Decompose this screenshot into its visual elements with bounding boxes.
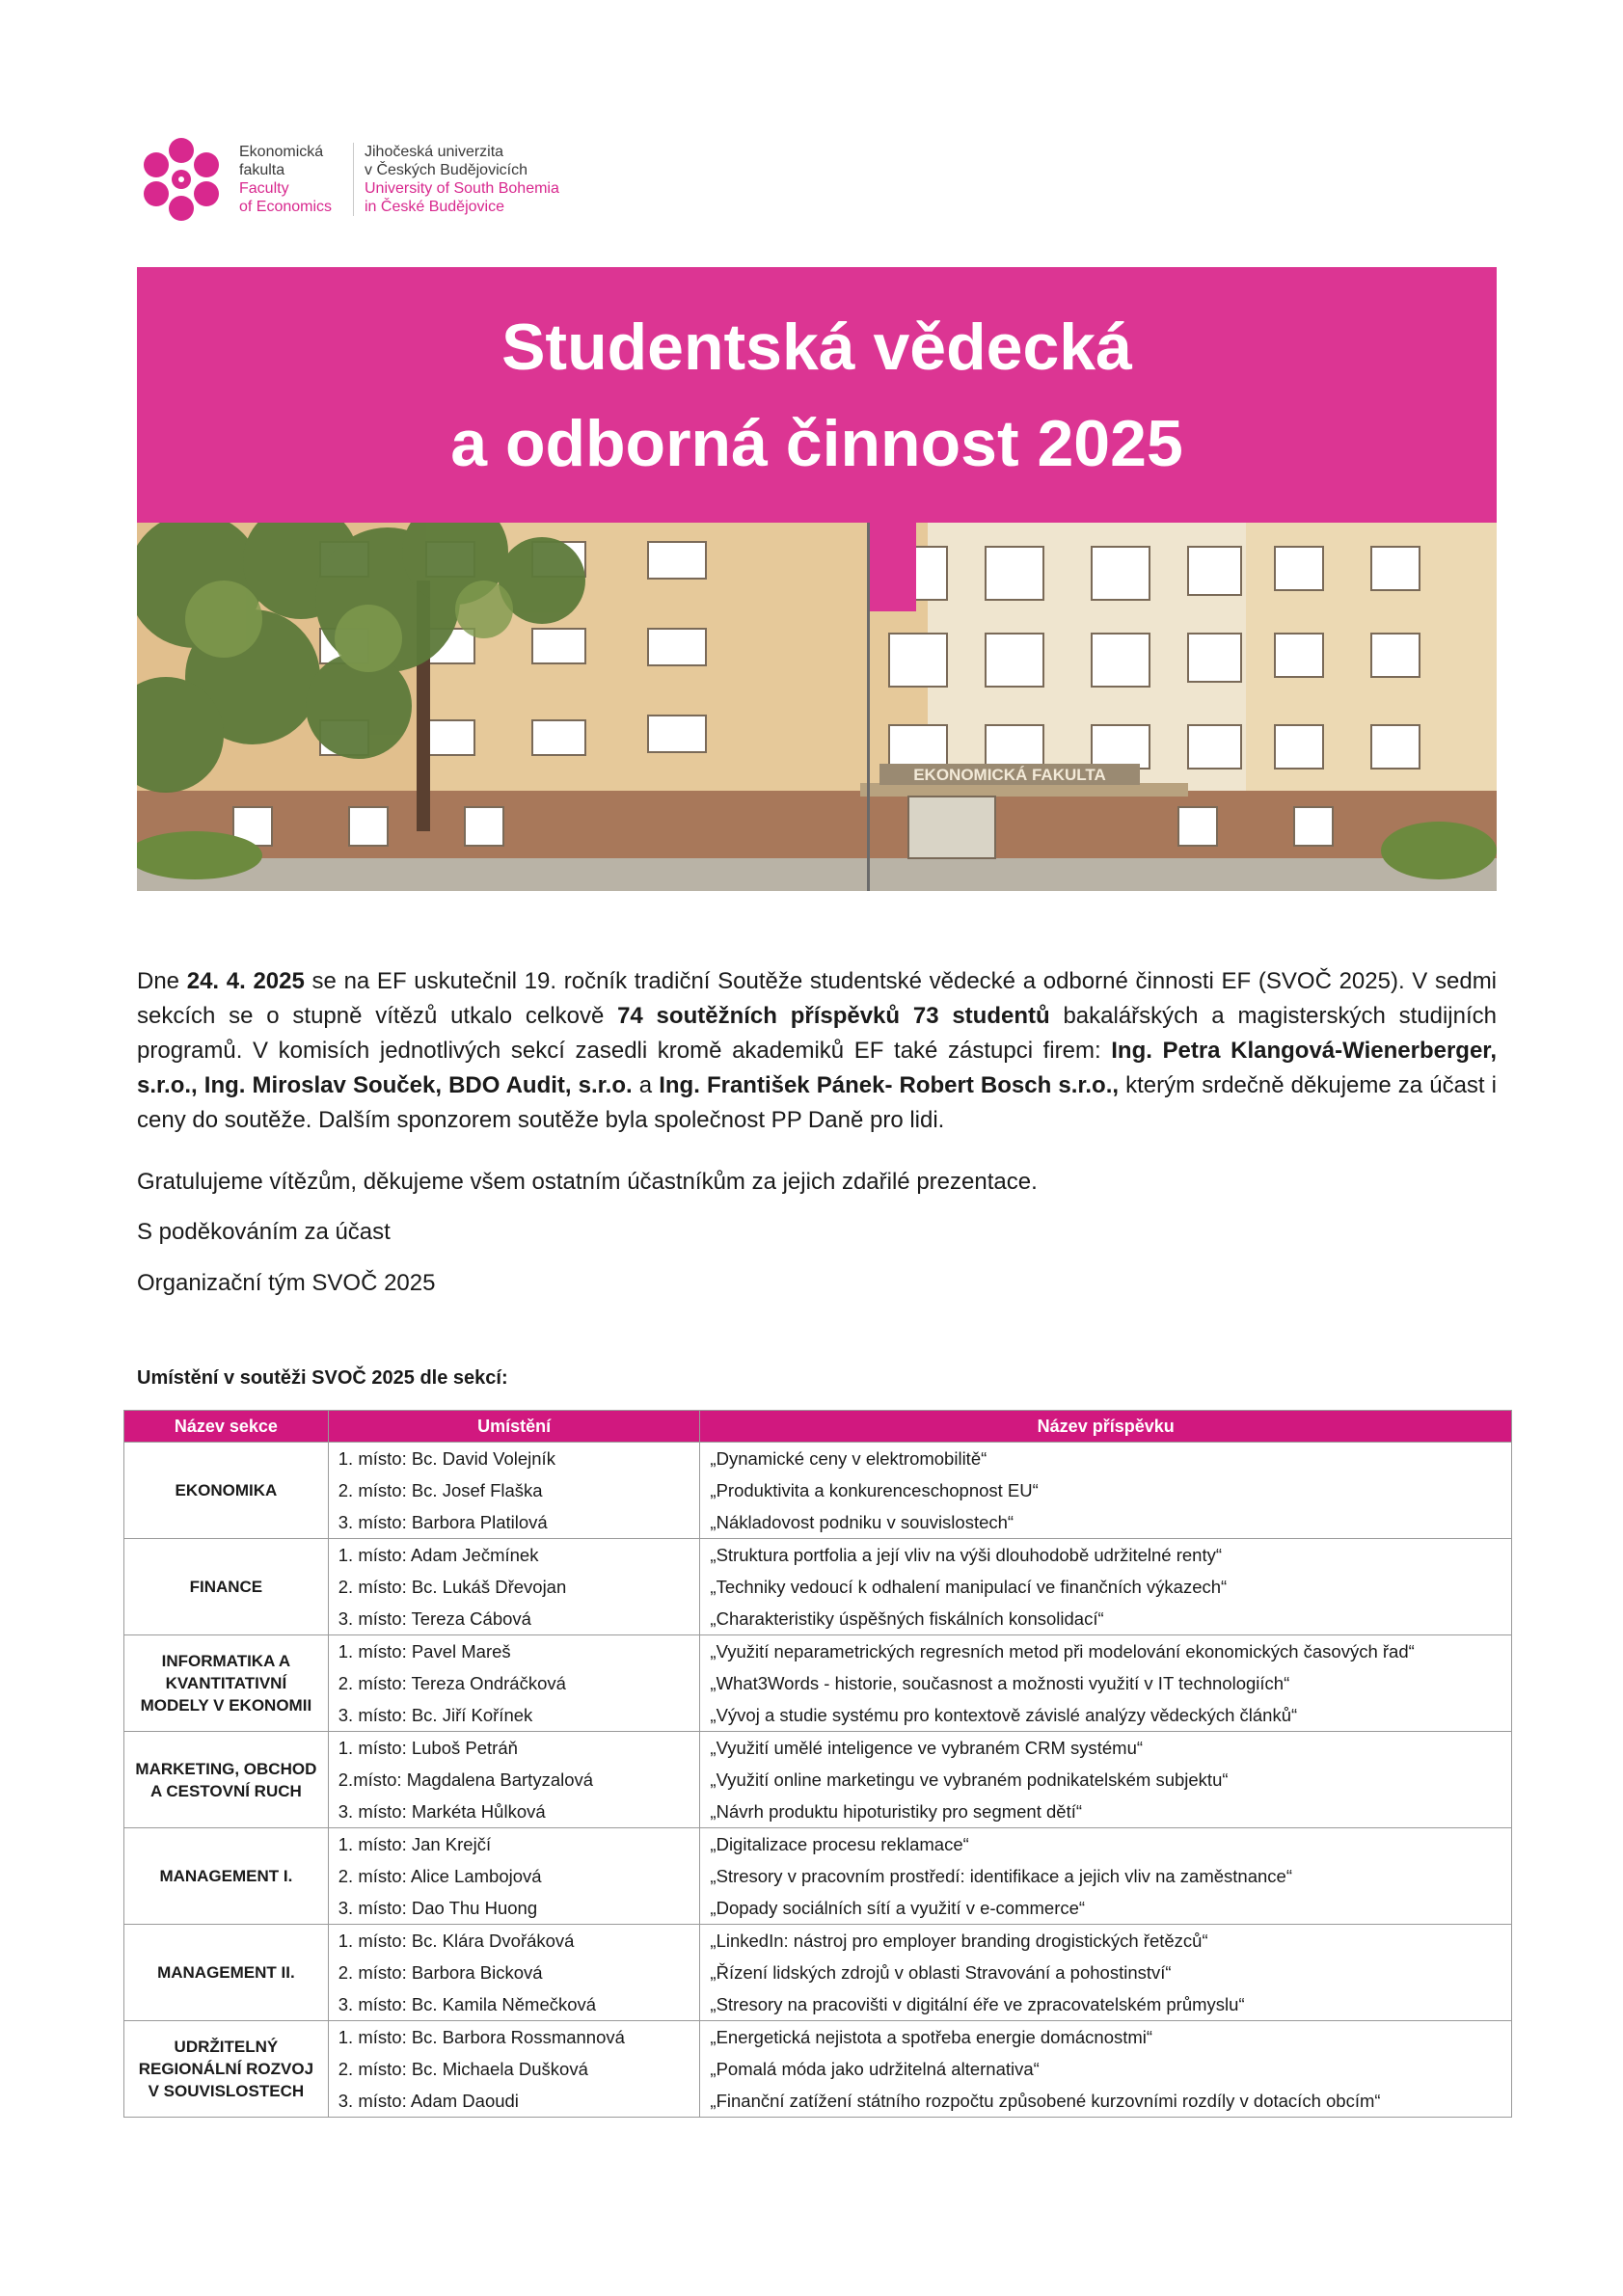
table-row (124, 1506, 1512, 1539)
placement-cell: 1. místo: Bc. Klára Dvořáková (328, 1925, 700, 1958)
paper-title-cell: „Dynamické ceny v elektromobilitě“ (700, 1443, 1512, 1475)
title-banner (137, 267, 1497, 523)
congrats-paragraph: Gratulujeme vítězům, děkujeme všem ostatním účastníkům za jejich zdařilé prezentace. (137, 1169, 1038, 1195)
table-row (124, 1828, 1512, 1861)
header-placement: Umístění (328, 1411, 700, 1443)
table-row (124, 1764, 1512, 1796)
table-row (124, 2053, 1512, 2085)
placement-cell: 1. místo: Bc. Barbora Rossmannová (328, 2021, 700, 2054)
table-row (124, 1474, 1512, 1506)
placement-cell: 2. místo: Alice Lambojová (328, 1860, 700, 1892)
building-photo (137, 523, 1497, 891)
table-row (124, 1667, 1512, 1699)
table-row (124, 1860, 1512, 1892)
placement-cell: 2. místo: Bc. Lukáš Dřevojan (328, 1571, 700, 1603)
page-title-line2: a odborná činnost 2025 (450, 406, 1183, 480)
placement-cell: 1. místo: Bc. David Volejník (328, 1443, 700, 1475)
placement-cell: 3. místo: Markéta Hůlková (328, 1796, 700, 1828)
table-row (124, 1892, 1512, 1925)
paper-title-cell: „Nákladovost podniku v souvislostech“ (700, 1506, 1512, 1539)
section-name: UDRŽITELNÝ REGIONÁLNÍ ROZVOJ V SOUVISLOSTECH (124, 2021, 329, 2118)
section-name: MANAGEMENT II. (124, 1925, 329, 2021)
paper-title-cell: „Stresory v pracovním prostředí: identifikace a jejich vliv na zaměstnance“ (700, 1860, 1512, 1892)
paper-title-cell: „Charakteristiky úspěšných fiskálních konsolidací“ (700, 1603, 1512, 1635)
placement-cell: 3. místo: Barbora Platilová (328, 1506, 700, 1539)
placement-cell: 2.místo: Magdalena Bartyzalová (328, 1764, 700, 1796)
placement-cell: 1. místo: Jan Krejčí (328, 1828, 700, 1861)
paper-title-cell: „Dopady sociálních sítí a využití v e-commerce“ (700, 1892, 1512, 1925)
placement-cell: 1. místo: Adam Ječmínek (328, 1539, 700, 1572)
flower-logo-icon (137, 135, 226, 224)
placement-cell: 2. místo: Barbora Bicková (328, 1957, 700, 1988)
building-sign: EKONOMICKÁ FAKULTA (913, 766, 1106, 784)
paper-title-cell: „What3Words - historie, současnost a možnosti využití v IT technologiích“ (700, 1667, 1512, 1699)
university-name: Jihočeská univerzita v Českých Budějovicích University of South Bohemia in České Budějovice (365, 144, 559, 215)
section-name: MARKETING, OBCHOD A CESTOVNÍ RUCH (124, 1732, 329, 1828)
results-table (123, 1410, 1512, 2118)
faculty-logo (137, 135, 559, 224)
paper-title-cell: „Finanční zatížení státního rozpočtu způsobené kurzovními rozdíly v dotacích obcím“ (700, 2085, 1512, 2118)
thanks-line: S poděkováním za účast (137, 1219, 391, 1245)
header-section: Název sekce (124, 1411, 329, 1443)
logo-divider (353, 143, 354, 216)
table-row (124, 1443, 1512, 1475)
table-row (124, 1635, 1512, 1668)
paper-title-cell: „Využití online marketingu ve vybraném podnikatelském subjektu“ (700, 1764, 1512, 1796)
section-name: EKONOMIKA (124, 1443, 329, 1539)
table-row (124, 1925, 1512, 1958)
section-name: INFORMATIKA A KVANTITATIVNÍ MODELY V EKONOMII (124, 1635, 329, 1732)
paper-title-cell: „Energetická nejistota a spotřeba energie domácnostmi“ (700, 2021, 1512, 2054)
table-row (124, 1539, 1512, 1572)
faculty-name: Ekonomická fakulta Faculty of Economics (239, 144, 333, 215)
paper-title-cell: „Využití neparametrických regresních metod při modelování ekonomických časových řad“ (700, 1635, 1512, 1668)
page-title-line1: Studentská vědecká (501, 310, 1132, 384)
table-row (124, 1571, 1512, 1603)
table-caption: Umístění v soutěži SVOČ 2025 dle sekcí: (137, 1367, 508, 1389)
placement-cell: 2. místo: Tereza Ondráčková (328, 1667, 700, 1699)
section-name: FINANCE (124, 1539, 329, 1635)
paper-title-cell: „Techniky vedoucí k odhalení manipulací ve finančních výkazech“ (700, 1571, 1512, 1603)
intro-paragraph: Dne 24. 4. 2025 se na EF uskutečnil 19. ročník tradiční Soutěže studentské vědecké a odborné činnosti EF (SVOČ 2025). V sedmi sekcích se o stupně vítězů utkalo celkově 74 soutěžních příspěvků 73 studentů bakalářských a magisterských studijních programů. V komisích jednotlivých sekcí zasedli kromě akademiků EF také zástupci firem: Ing. Petra Klangová-Wienerberger, s.r.o., Ing. Miroslav Souček, BDO Audit, s.r.o. a Ing. František Pánek- Robert Bosch s.r.o., kterým srdečně děkujeme za účast i ceny do soutěže. Dalším sponzorem soutěže byla společnost PP Daně pro lidi. (137, 968, 1498, 1133)
placement-cell: 1. místo: Pavel Mareš (328, 1635, 700, 1668)
paper-title-cell: „Struktura portfolia a její vliv na výši dlouhodobě udržitelné renty“ (700, 1539, 1512, 1572)
table-row (124, 1988, 1512, 2021)
placement-cell: 3. místo: Tereza Cábová (328, 1603, 700, 1635)
table-row (124, 1732, 1512, 1765)
placement-cell: 3. místo: Bc. Kamila Němečková (328, 1988, 700, 2021)
paper-title-cell: „Stresory na pracovišti v digitální éře ve zpracovatelském průmyslu“ (700, 1988, 1512, 2021)
placement-cell: 2. místo: Bc. Josef Flaška (328, 1474, 700, 1506)
table-header-row (124, 1411, 1512, 1443)
placement-cell: 3. místo: Bc. Jiří Kořínek (328, 1699, 700, 1732)
table-row (124, 1957, 1512, 1988)
placement-cell: 3. místo: Adam Daoudi (328, 2085, 700, 2118)
paper-title-cell: „Digitalizace procesu reklamace“ (700, 1828, 1512, 1861)
table-row (124, 1796, 1512, 1828)
placement-cell: 1. místo: Luboš Petráň (328, 1732, 700, 1765)
section-name: MANAGEMENT I. (124, 1828, 329, 1925)
paper-title-cell: „Návrh produktu hipoturistiky pro segment dětí“ (700, 1796, 1512, 1828)
paper-title-cell: „Vývoj a studie systému pro kontextově závislé analýzy vědeckých článků“ (700, 1699, 1512, 1732)
paper-title-cell: „Pomalá móda jako udržitelná alternativa“ (700, 2053, 1512, 2085)
paper-title-cell: „Produktivita a konkurenceschopnost EU“ (700, 1474, 1512, 1506)
paper-title-cell: „Řízení lidských zdrojů v oblasti Stravování a pohostinství“ (700, 1957, 1512, 1988)
paper-title-cell: „Využití umělé inteligence ve vybraném CRM systému“ (700, 1732, 1512, 1765)
placement-cell: 3. místo: Dao Thu Huong (328, 1892, 700, 1925)
header-title: Název příspěvku (700, 1411, 1512, 1443)
table-row (124, 2021, 1512, 2054)
table-row (124, 1603, 1512, 1635)
placement-cell: 2. místo: Bc. Michaela Dušková (328, 2053, 700, 2085)
table-row (124, 1699, 1512, 1732)
signature-line: Organizační tým SVOČ 2025 (137, 1270, 436, 1296)
paper-title-cell: „LinkedIn: nástroj pro employer branding drogistických řetězců“ (700, 1925, 1512, 1958)
table-row (124, 2085, 1512, 2118)
